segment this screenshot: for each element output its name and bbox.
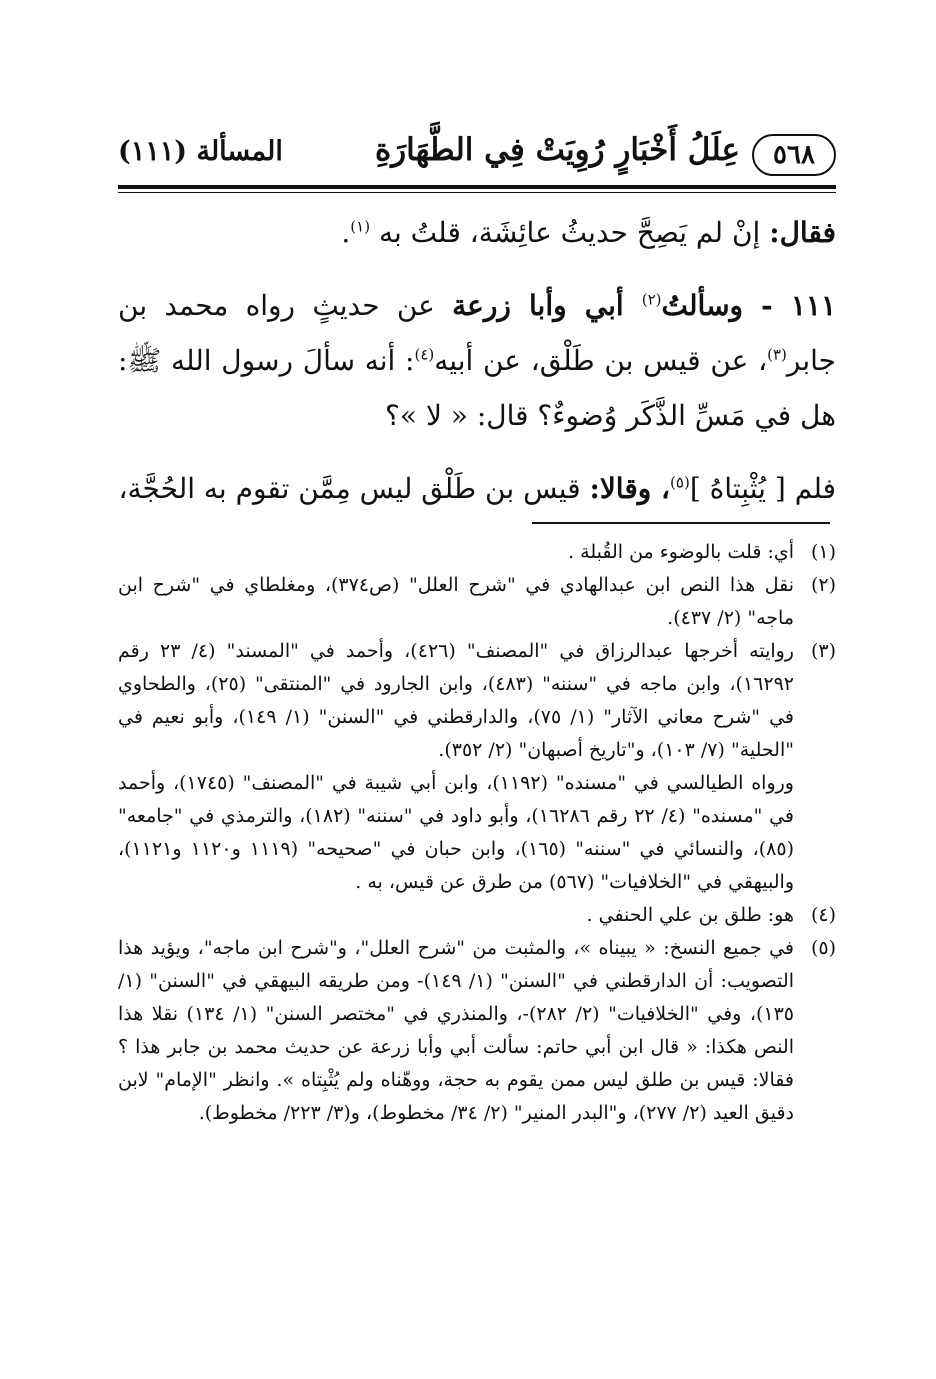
footnote-text: ورواه الطيالسي في "مسنده" (١١٩٢)، وابن أبي شيبة في "المصنف" (١٧٤٥)، وأحمد في "مسنده" (٤/ ٢٢ رقم ١٦٢٨٦)، وأبو داود في "سننه" (١٨٢)، والترمذي في "جامعه" (٨٥)، والنسائي في "سننه" (١٦٥)، وابن حبان في "صحيحه" (١١١٩ و١١٢٠ و١١٢١)، والبيهقي في "الخلافيات" (٥٦٧) من طرق عن قيس، به .: [118, 772, 795, 893]
footnote-number: (٢): [810, 574, 836, 596]
text-run: عن حديثٍ رواه محمد بن جابر: [118, 289, 836, 377]
text-run: قيس بن طَلْق ليس مِمَّن تقوم به الحُجَّة،: [118, 472, 590, 505]
text-run: .: [341, 216, 351, 249]
footnote-5: [118, 932, 836, 1130]
footnote-2: [118, 569, 836, 635]
footnote-text: نقل هذا النص ابن عبدالهادي في "شرح العلل" (ص٣٧٤)، ومغلطاي في "شرح ابن ماجه" (٢/ ٤٣٧).: [118, 574, 794, 629]
page-number: ٥٦٨: [752, 134, 836, 176]
paragraph-2: [118, 278, 836, 443]
footnote-1: [118, 536, 836, 569]
header-rule-thin: [118, 192, 836, 193]
footnote-separator: [532, 522, 830, 524]
footnote-text: في جميع النسخ: « يبيناه »، والمثبت من "شرح العلل"، و"شرح ابن ماجه"، ويؤيد هذا التصويب: أن الدارقطني في "السنن" (١/ ١٤٩)- ومن طريقه البيهقي في "السنن" (١/ ١٣٥)، وفي "الخلافيات" (٢/ ٢٨٢)-، والمنذري في "مختصر السنن" (١/ ١٣٤) نقلا هذا النص هكذا: « قال ابن أبي حاتم: سألت أبي وأبا زرعة عن حديث محمد بن جابر هذا ؟ فقالا: قيس بن طلق ليس ممن يقوم به حجة، ووهّناه ولم يُثْبِتاه ». وانظر "الإمام" لابن دقيق العيد (٢/ ٢٧٧)، و"البدر المنير" (٢/ ٣٤/ مخطوط)، و(٣/ ٢٢٣/ مخطوط).: [118, 937, 795, 1124]
footnote-ref[interactable]: (٣): [767, 345, 787, 364]
footnote-ref[interactable]: (٥): [670, 473, 690, 492]
footnote-ref[interactable]: (١): [350, 217, 371, 236]
text-run-bold: ، وقالا:: [589, 472, 671, 505]
footnotes: [118, 536, 836, 1130]
footnote-number: (٣): [810, 640, 836, 662]
text-run: إنْ لم يَصِحَّ حديثُ عائِشَة، قلتُ به: [378, 216, 770, 249]
paragraph-3: [118, 461, 836, 516]
book-title: عِلَلُ أَخْبَارٍ رُوِيَتْ فِي الطَّهَارَةِ: [374, 132, 740, 168]
text-run: : أنه سألَ رسول الله ﷺ: هل في مَسِّ الذَّكَر وُضوءٌ؟ قال: « لا »؟: [118, 344, 836, 432]
footnote-4: [118, 899, 836, 932]
text-run: فلم [ يُثْبِتاهُ ]: [689, 472, 836, 505]
narrators: أبي وأبا زرعة: [452, 289, 642, 322]
page-header: [118, 128, 836, 178]
issue-lead: ١١١ - وسألتُ: [661, 289, 837, 322]
footnote-text: روايته أخرجها عبدالرزاق في "المصنف" (٤٢٦)، وأحمد في "المسند" (٤/ ٢٣ رقم ١٦٢٩٢)، وابن ماجه في "سننه" (٤٨٣)، وابن الجارود في "المنتقى" (٢٥)، والطحاوي في "شرح معاني الآثار" (١/ ٧٥)، والدارقطني في "السنن" (١/ ١٤٩)، وأبو نعيم في "الحلية" (٧/ ١٠٣)، و"تاريخ أصبهان" (٢/ ٣٥٢).: [118, 640, 794, 761]
footnote-text: أي: قلت بالوضوء من القُبلة .: [568, 541, 794, 563]
speaker-label: فقال:: [769, 216, 836, 249]
header-rule: [118, 185, 836, 189]
main-text: [118, 205, 836, 522]
footnote-number: (١): [810, 541, 836, 563]
footnote-number: (٤): [810, 904, 836, 926]
footnote-3: [118, 635, 836, 899]
footnote-text: هو: طلق بن علي الحنفي .: [586, 904, 794, 926]
footnote-ref[interactable]: (٤): [414, 345, 435, 364]
text-run: ، عن قيس بن طَلْق، عن أبيه: [434, 344, 768, 377]
issue-label: المسألة (١١١): [118, 136, 283, 167]
footnote-ref[interactable]: (٢): [641, 290, 662, 309]
footnote-number: (٥): [810, 937, 836, 959]
paragraph-1: [118, 205, 836, 260]
